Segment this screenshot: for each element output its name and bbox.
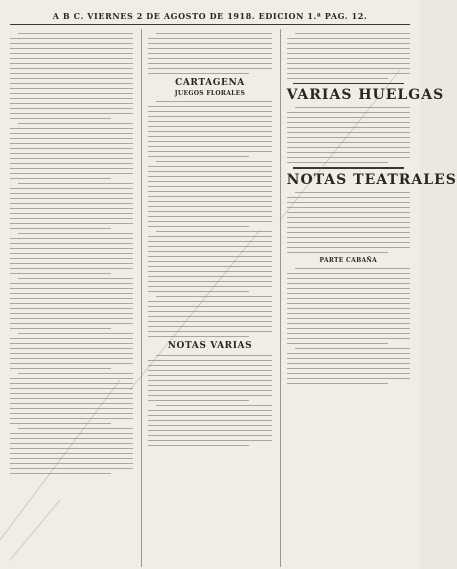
text-line [10, 443, 133, 444]
text-line [18, 373, 133, 374]
text-line [287, 63, 410, 64]
text-line [148, 146, 271, 147]
text-line [148, 256, 271, 257]
section-divider [293, 167, 404, 169]
text-line [148, 166, 271, 167]
text-line [287, 338, 410, 339]
text-line [10, 298, 133, 299]
text-line [287, 353, 410, 354]
text-line [148, 181, 271, 182]
text-line [148, 211, 271, 212]
text-line [10, 403, 133, 404]
text-line [10, 163, 133, 164]
text-line [10, 243, 133, 244]
text-line [10, 468, 133, 469]
text-line [148, 420, 271, 421]
text-line [10, 173, 133, 174]
paragraph [10, 373, 133, 424]
text-line [10, 318, 133, 319]
paragraph [148, 33, 271, 74]
text-line [148, 415, 271, 416]
text-line [10, 228, 111, 229]
text-line [148, 410, 271, 411]
text-line [287, 293, 410, 294]
text-line [10, 153, 133, 154]
text-line [10, 423, 111, 424]
text-line [287, 278, 410, 279]
text-line [287, 162, 388, 163]
text-line [148, 375, 271, 376]
text-line [148, 306, 271, 307]
text-line [287, 68, 410, 69]
text-line [10, 328, 111, 329]
cartagena-subtitle: JUEGOS FLORALES [174, 90, 246, 97]
text-line [148, 251, 271, 252]
text-line [156, 33, 271, 34]
text-line [148, 445, 249, 446]
text-line [287, 222, 410, 223]
text-line [148, 291, 249, 292]
text-line [287, 313, 410, 314]
page-header [10, 10, 410, 25]
text-line [18, 333, 133, 334]
text-line [287, 308, 410, 309]
paragraph [10, 428, 133, 474]
text-line [148, 241, 271, 242]
paragraph [148, 405, 271, 446]
text-line [148, 246, 271, 247]
text-line [10, 53, 133, 54]
text-line [10, 388, 133, 389]
text-line [287, 112, 410, 113]
text-line [18, 183, 133, 184]
text-line [10, 213, 133, 214]
text-line [287, 237, 410, 238]
paragraph [287, 268, 410, 344]
text-line [287, 207, 410, 208]
text-line [148, 226, 249, 227]
text-line [148, 176, 271, 177]
text-line [295, 107, 410, 108]
text-line [148, 58, 271, 59]
text-line [10, 88, 133, 89]
text-line [148, 385, 271, 386]
right-column [280, 29, 457, 567]
text-line [10, 223, 133, 224]
text-line [287, 252, 388, 253]
text-line [287, 343, 388, 344]
notas-varias-title: NOTAS VARIAS [167, 341, 253, 351]
text-line [10, 288, 133, 289]
text-line [148, 126, 271, 127]
paragraph [10, 278, 133, 329]
text-line [148, 365, 271, 366]
text-line [287, 247, 410, 248]
text-line [295, 348, 410, 349]
text-line [148, 171, 271, 172]
text-line [287, 212, 410, 213]
paragraph [148, 355, 271, 401]
text-line [148, 400, 249, 401]
text-line [10, 383, 133, 384]
text-line [10, 73, 133, 74]
text-line [10, 398, 133, 399]
text-line [287, 328, 410, 329]
text-line [148, 276, 271, 277]
text-line [10, 118, 111, 119]
text-line [287, 368, 410, 369]
text-line [287, 288, 410, 289]
text-line [156, 405, 271, 406]
text-line [287, 358, 410, 359]
text-line [148, 196, 271, 197]
text-line [10, 413, 133, 414]
text-line [18, 33, 133, 34]
text-line [10, 258, 133, 259]
text-line [148, 186, 271, 187]
text-line [287, 303, 410, 304]
text-line [10, 103, 133, 104]
text-line [287, 142, 410, 143]
text-line [156, 296, 271, 297]
text-line [148, 191, 271, 192]
text-line [148, 440, 271, 441]
text-line [10, 168, 133, 169]
text-line [10, 93, 133, 94]
text-line [10, 378, 133, 379]
text-line [287, 383, 388, 384]
text-line [10, 418, 133, 419]
text-line [10, 133, 133, 134]
text-line [148, 326, 271, 327]
text-line [10, 108, 133, 109]
text-line [10, 203, 133, 204]
text-line [287, 122, 410, 123]
text-line [287, 283, 410, 284]
text-line [10, 268, 133, 269]
text-line [148, 236, 271, 237]
text-line [287, 38, 410, 39]
text-line [10, 303, 133, 304]
text-line [10, 253, 133, 254]
cartagena-title: CARTAGENA [175, 78, 245, 88]
text-line [10, 343, 133, 344]
text-line [148, 73, 249, 74]
text-line [18, 123, 133, 124]
text-line [10, 193, 133, 194]
text-line [148, 425, 271, 426]
text-line [287, 318, 410, 319]
text-line [10, 43, 133, 44]
text-line [148, 380, 271, 381]
text-line [10, 448, 133, 449]
text-line [10, 198, 133, 199]
text-line [10, 293, 133, 294]
paragraph [148, 296, 271, 337]
text-line [287, 53, 410, 54]
text-line [287, 217, 410, 218]
text-line [10, 128, 133, 129]
section-divider [293, 83, 404, 84]
text-line [287, 273, 410, 274]
text-line [10, 273, 111, 274]
text-line [287, 43, 410, 44]
text-line [148, 136, 271, 137]
text-line [295, 33, 410, 34]
text-line [287, 137, 410, 138]
text-line [148, 301, 271, 302]
paragraph [148, 101, 271, 157]
text-line [148, 321, 271, 322]
text-line [10, 178, 111, 179]
text-line [18, 233, 133, 234]
text-line [148, 286, 271, 287]
text-line [287, 152, 410, 153]
text-line [148, 266, 271, 267]
text-line [18, 428, 133, 429]
text-line [10, 313, 133, 314]
text-line [10, 148, 133, 149]
text-line [148, 116, 271, 117]
text-line [10, 338, 133, 339]
text-line [156, 231, 271, 232]
text-line [287, 117, 410, 118]
text-line [287, 202, 410, 203]
text-line [148, 63, 271, 64]
text-line [148, 430, 271, 431]
text-line [10, 143, 133, 144]
text-line [148, 390, 271, 391]
text-line [10, 138, 133, 139]
middle-column [141, 29, 271, 567]
text-line [148, 336, 249, 337]
huelgas-title: VARIAS HUELGAS [286, 87, 445, 103]
text-line [148, 271, 271, 272]
paragraph [10, 333, 133, 369]
text-line [148, 106, 271, 107]
text-line [10, 283, 133, 284]
text-line [287, 363, 410, 364]
text-line [10, 48, 133, 49]
text-line [287, 127, 410, 128]
text-line [148, 131, 271, 132]
paragraph [148, 161, 271, 227]
text-line [10, 308, 133, 309]
text-line [148, 201, 271, 202]
text-line [148, 111, 271, 112]
text-line [148, 331, 271, 332]
text-line [287, 132, 410, 133]
text-line [10, 408, 133, 409]
text-line [10, 363, 133, 364]
paragraph [287, 33, 410, 79]
text-line [10, 453, 133, 454]
text-line [148, 316, 271, 317]
text-line [287, 242, 410, 243]
text-line [18, 278, 133, 279]
text-line [148, 281, 271, 282]
paragraph [287, 348, 410, 384]
paragraph [10, 183, 133, 229]
parte-title: PARTE CABAÑA [319, 257, 378, 264]
text-line [287, 378, 410, 379]
text-line [10, 433, 133, 434]
paragraph [287, 107, 410, 163]
text-line [10, 248, 133, 249]
text-line [287, 157, 410, 158]
text-line [10, 438, 133, 439]
text-line [10, 208, 133, 209]
text-line [148, 435, 271, 436]
text-line [156, 161, 271, 162]
text-line [287, 323, 410, 324]
text-line [287, 78, 388, 79]
paragraph [148, 231, 271, 292]
text-line [287, 373, 410, 374]
text-line [10, 473, 111, 474]
text-line [10, 98, 133, 99]
text-line [287, 73, 410, 74]
text-line [10, 63, 133, 64]
paragraph [287, 192, 410, 253]
text-line [10, 38, 133, 39]
text-line [148, 151, 271, 152]
columns [10, 29, 457, 567]
text-line [287, 333, 410, 334]
text-line [148, 156, 249, 157]
text-line [10, 158, 133, 159]
text-line [10, 353, 133, 354]
text-line [156, 355, 271, 356]
text-line [10, 238, 133, 239]
text-line [148, 360, 271, 361]
text-line [295, 268, 410, 269]
paragraph [10, 233, 133, 274]
text-line [10, 83, 133, 84]
text-line [148, 311, 271, 312]
text-line [287, 298, 410, 299]
text-line [10, 58, 133, 59]
notas-teatrales-title: NOTAS TEATRALES [286, 172, 457, 188]
text-line [10, 68, 133, 69]
text-line [10, 78, 133, 79]
text-line [148, 48, 271, 49]
text-line [10, 263, 133, 264]
header-text: A B C. VIERNES 2 DE AGOSTO DE 1918. EDICION 1.ª PAG. 12. [52, 11, 368, 21]
text-line [148, 206, 271, 207]
left-column [10, 29, 133, 567]
text-line [287, 48, 410, 49]
text-line [287, 58, 410, 59]
text-line [10, 348, 133, 349]
text-line [287, 147, 410, 148]
text-line [10, 393, 133, 394]
text-line [148, 221, 271, 222]
text-line [148, 141, 271, 142]
text-line [148, 53, 271, 54]
text-line [287, 197, 410, 198]
text-line [295, 192, 410, 193]
text-line [10, 458, 133, 459]
text-line [148, 370, 271, 371]
text-line [10, 113, 133, 114]
text-line [10, 323, 133, 324]
text-line [10, 368, 111, 369]
text-line [148, 121, 271, 122]
text-line [148, 261, 271, 262]
text-line [148, 68, 271, 69]
text-line [287, 227, 410, 228]
text-line [10, 218, 133, 219]
text-line [10, 358, 133, 359]
paragraph [10, 123, 133, 179]
text-line [148, 216, 271, 217]
text-line [148, 38, 271, 39]
paragraph [10, 33, 133, 119]
text-line [10, 463, 133, 464]
text-line [148, 395, 271, 396]
text-line [156, 101, 271, 102]
text-line [148, 43, 271, 44]
text-line [287, 232, 410, 233]
text-line [10, 188, 133, 189]
